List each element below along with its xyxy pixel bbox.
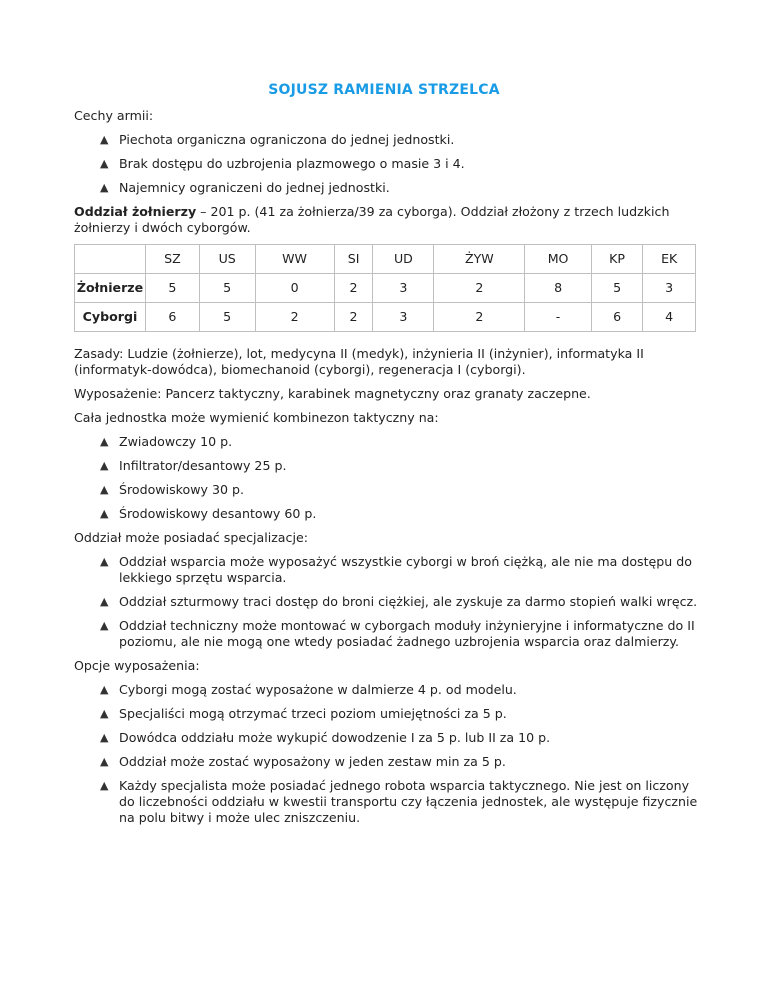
bullet-icon: ▲ <box>100 435 109 448</box>
bullet-icon: ▲ <box>100 483 109 496</box>
table-cell: 6 <box>146 303 200 332</box>
table-cell: 5 <box>199 303 255 332</box>
list-item: ▲ Zwiadowczy 10 p. <box>100 434 233 449</box>
equipment-options-list <box>74 682 704 826</box>
bullet-icon: ▲ <box>100 507 109 520</box>
rules-text: Zasady: Ludzie (żołnierze), lot, medycyna II (medyk), inżynieria II (inżynier), informatyka II (informatyk-dowódca), biomechanoid (cyborgi), regeneracja I (cyborgi). <box>74 346 644 377</box>
specializations-list <box>74 554 704 650</box>
equipment-text: Wyposażenie: Pancerz taktyczny, karabinek magnetyczny oraz granaty zaczepne. <box>74 386 591 401</box>
list-item: ▲ Brak dostępu do uzbrojenia plazmowego o masie 3 i 4. <box>100 156 465 171</box>
list-item: ▲ Najemnicy ograniczeni do jednej jednostki. <box>100 180 390 195</box>
column-header: US <box>199 245 255 274</box>
list-item: ▲ Piechota organiczna ograniczona do jednej jednostki. <box>100 132 455 147</box>
stats-table <box>74 244 696 332</box>
row-header: Żołnierze <box>75 274 146 303</box>
column-header: WW <box>255 245 334 274</box>
table-header-row <box>75 245 696 274</box>
list-item: ▲ Dowódca oddziału może wykupić dowodzenie I za 5 p. lub II za 10 p. <box>100 730 551 745</box>
column-header: EK <box>643 245 696 274</box>
list-item: ▲ Infiltrator/desantowy 25 p. <box>100 458 287 473</box>
table-cell: 5 <box>591 274 643 303</box>
column-header: ŻYW <box>434 245 525 274</box>
suit-options-list <box>74 434 704 522</box>
bullet-icon: ▲ <box>100 619 109 632</box>
list-item: ▲ Oddział może zostać wyposażony w jeden zestaw min za 5 p. <box>100 754 506 769</box>
bullet-icon: ▲ <box>100 459 109 472</box>
list-item: ▲ Specjaliści mogą otrzymać trzeci poziom umiejętności za 5 p. <box>100 706 507 721</box>
suit-options-label: Cała jednostka może wymienić kombinezon taktyczny na: <box>74 410 439 425</box>
document-title: SOJUSZ RAMIENIA STRZELCA <box>268 82 500 98</box>
table-cell: 3 <box>643 274 696 303</box>
table-cell: 3 <box>373 274 434 303</box>
table-cell: 0 <box>255 274 334 303</box>
army-features-label: Cechy armii: <box>74 108 154 123</box>
list-item: ▲ Oddział szturmowy traci dostęp do broni ciężkiej, ale zyskuje za darmo stopień walki wręcz. <box>100 594 698 609</box>
table-cell: 6 <box>591 303 643 332</box>
squad-name: Oddział żołnierzy <box>74 204 197 219</box>
column-header: UD <box>373 245 434 274</box>
table-cell: 2 <box>334 303 373 332</box>
equipment-options-label: Opcje wyposażenia: <box>74 658 200 673</box>
squad-cost-text: – 201 p. (41 za żołnierza/39 za cyborga). Oddział złożony z trzech ludzkich żołnierzy i dwóch cyborgów. <box>74 204 670 235</box>
list-item: ▲ Każdy specjalista może posiadać jednego robota wsparcia taktycznego. Nie jest on liczony do liczebności oddziału w kwestii transportu czy łączenia jednostek, ale występuje fizycznie na polu bitwy i może ulec zniszczeniu. <box>100 778 698 825</box>
bullet-icon: ▲ <box>100 555 109 568</box>
bullet-icon: ▲ <box>100 779 109 792</box>
table-cell: 5 <box>199 274 255 303</box>
table-cell: 2 <box>434 274 525 303</box>
army-features-list <box>74 132 704 196</box>
table-row <box>75 303 696 332</box>
column-header: KP <box>591 245 643 274</box>
table-corner-cell <box>75 245 146 274</box>
specializations-label: Oddział może posiadać specjalizacje: <box>74 530 308 545</box>
table-cell: - <box>525 303 592 332</box>
bullet-icon: ▲ <box>100 683 109 696</box>
table-cell: 2 <box>334 274 373 303</box>
table-cell: 8 <box>525 274 592 303</box>
column-header: MO <box>525 245 592 274</box>
row-header: Cyborgi <box>75 303 146 332</box>
list-item: ▲ Oddział techniczny może montować w cyborgach moduły inżynieryjne i informatyczne do II poziomu, ale nie mogą one wtedy posiadać żadnego uzbrojenia wsparcia oraz dalmierzy. <box>100 618 695 649</box>
table-row <box>75 274 696 303</box>
bullet-icon: ▲ <box>100 133 109 146</box>
list-item: ▲ Środowiskowy desantowy 60 p. <box>100 506 317 521</box>
table-cell: 2 <box>434 303 525 332</box>
table-cell: 3 <box>373 303 434 332</box>
document-body <box>74 108 704 834</box>
bullet-icon: ▲ <box>100 595 109 608</box>
list-item: ▲ Środowiskowy 30 p. <box>100 482 244 497</box>
list-item: ▲ Cyborgi mogą zostać wyposażone w dalmierze 4 p. od modelu. <box>100 682 517 697</box>
bullet-icon: ▲ <box>100 181 109 194</box>
list-item: ▲ Oddział wsparcia może wyposażyć wszystkie cyborgi w broń ciężką, ale nie ma dostępu do lekkiego sprzętu wsparcia. <box>100 554 692 585</box>
bullet-icon: ▲ <box>100 731 109 744</box>
column-header: SI <box>334 245 373 274</box>
bullet-icon: ▲ <box>100 755 109 768</box>
table-cell: 2 <box>255 303 334 332</box>
table-cell: 4 <box>643 303 696 332</box>
squad-description <box>74 204 704 236</box>
bullet-icon: ▲ <box>100 157 109 170</box>
bullet-icon: ▲ <box>100 707 109 720</box>
table-cell: 5 <box>146 274 200 303</box>
column-header: SZ <box>146 245 200 274</box>
